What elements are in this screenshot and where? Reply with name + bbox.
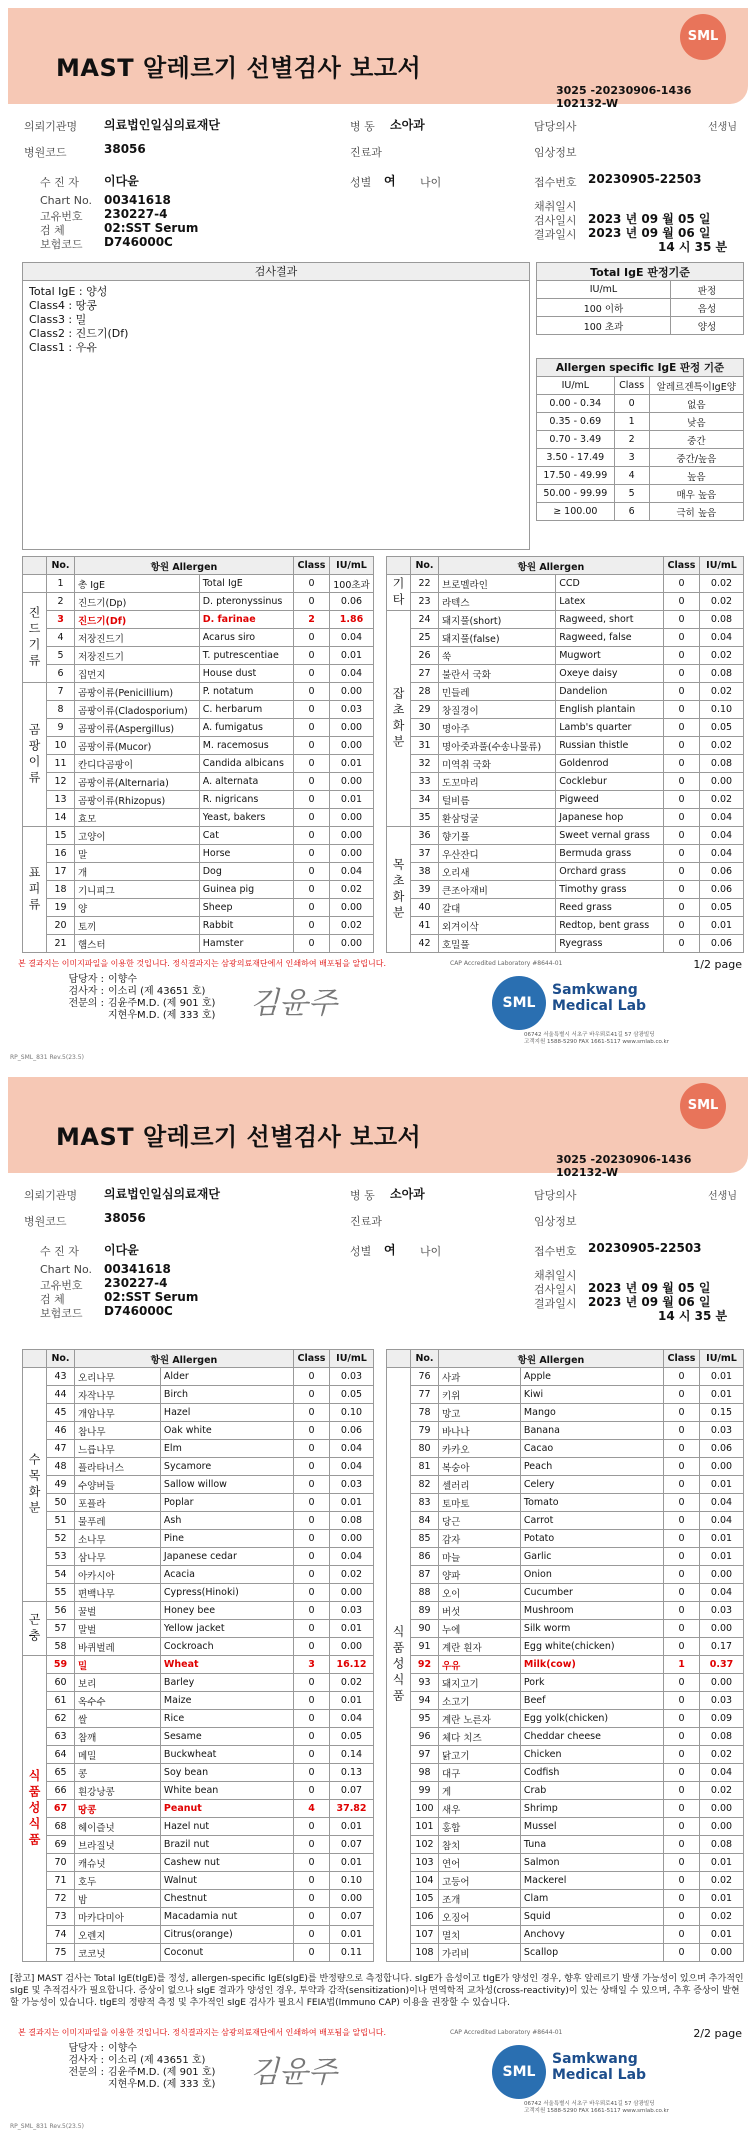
report-page-2: MAST 알레르기 선별검사 보고서 SML 3025 -20230906-1436 102132-W 의뢰기관명 의료법인일심의료재단 병 동 소아과 담당의사 선생님 병원코드 38056 진료과 임상정보 수 진 자 이다윤 성별 여 나이 접수번호 20230905-22503 Chart No. 00341618 고유번호 230227-4 검 체 02:SST Serum 보험코드 D746000C 채취일시 검사일시 결과일시 2023 년 09 월 05 일 2023 년 09 월 06 일 14 시 35 분 No. 항원 Allergen Class IU/mL 수목화분 43 오리나무 Alder 0 0.03 44 자작나무 Birch 0 0.05 45 개암나무 Hazel 0 0.10 46 참나무 Oak white 0 0.06 47 느릅나무 Elm 0 0.04 48 플라타너스 Sycamore 0 0.04 49 수양버들 Sallow willow 0 0.03 50 포플라 Poplar 0 0.01 51 물푸레 Ash 0 0.08 52 소나무 Pine 0 0.00 53 삼나무 Japanese cedar 0 0.04 54 아카시아 Acacia 0 0.02 55 편백나무 Cypress(Hinoki) 0 0.00 곤충 56 꿀벌 Honey bee 0 0.03 57 말벌 Yellow jacket 0 0.01 58 바퀴벌레 Cockroach 0 0.00 식품성식품 59 밀 Wheat 3 16.12 60 보리 Barley 0 0.02 61 옥수수 Maize 0 0.01 62 쌀 Rice 0 0.04 63 참깨 Sesame 0 0.05 64 메밀 Buckwheat 0 0.14 65 콩 Soy bean 0 0.13 66 흰강낭콩 White bean 0 0.07 67 땅콩 Peanut 4 37.82 68 헤이즐넛 Hazel nut 0 0.01 69 브라질넛 Brazil nut 0 0.07 70 캐슈넛 Cashew nut 0 0.01 71 호두 Walnut 0 0.10 72 밤 Chestnut 0 0.00 73 마카다미아 Macadamia nut 0 0.07 74 오렌지 Citrus(orange) 0 0.01 75 코코넛 Coconut 0 0.11 No. 항원 Allergen Class IU/mL 식품성식품 76 사과 Apple 0 0.01 77 키위 Kiwi 0 0.01 78 망고 Mango 0 0.15 79 바나나 Banana 0 0.03 80 카카오 Cacao 0 0.06 81 복숭아 Peach 0 0.00 82 셀러리 Celery 0 0.01 83 토마토 Tomato 0 0.04 84 당근 Carrot 0 0.04 85 감자 Potato 0 0.01 86 마늘 Garlic 0 0.01 87 양파 Onion 0 0.00 88 오이 Cucumber 0 0.04 89 버섯 Mushroom 0 0.03 90 누에 Silk worm 0 0.00 91 계란 흰자 Egg white(chicken) 0 0.17 92 우유 Milk(cow) 1 0.37 93 돼지고기 Pork 0 0.00 94 소고기 Beef 0 0.03 95 계란 노른자 Egg yolk(chicken) 0 0.09 96 체다 치즈 Cheddar cheese 0 0.08 97 닭고기 Chicken 0 0.02 98 대구 Codfish 0 0.04 99 게 Crab 0 0.02 100 새우 Shrimp 0 0.00 101 홍합 Mussel 0 0.00 102 참치 Tuna 0 0.08 103 연어 Salmon 0 0.01 104 고등어 Mackerel 0 0.02 105 조개 Clam 0 0.01 106 오징어 Squid 0 0.02 107 멸치 Anchovy 0 0.01 108 가리비 Scallop 0 0.00 [참고] MAST 검사는 Total IgE(tIgE)를 정성, allergen-specific IgE(sIgE)를 반정량으로 측정합니다. sIgE가 음성이고 tIgE가 양성인 경우, 향후 알레르기 발생 가능성이 있으며 추가적인 sIgE 및 추적검사가 필요합니다. 증상이 없으나 sIgE 결과가 양성인 경우, 투약과 감작(sensitization)이나 면역학적 교차성(cross-reactivity)이 있는 상태일 수 있으며, 추후 증상이 발현할 가능성이 있습니다. tIgE의 정량적 측정 및 추가적인 sIgE 검사가 필요시 FEIA법(Immuno CAP) 이용을 권장할 수 있습니다. 본 결과지는 이미지파일을 이용한 것입니다. 정식결과지는 삼광의료재단에서 인쇄하여 배포됨을 알립니다. CAP Accredited Laboratory #8644-01 2/2 page 담당자 : 검사자 : 전문의 : 이향수 이소리 (제 43651 호) 김윤주M.D. (제 901 호) 지현우M.D. (제 333 호) 김윤주 SML Samkwang Medical Lab 06742 서울특별시 서초구 바우뫼로41길 57 삼광빌딩 고객지원 1588-5290 FAX 1661-5117 www.smlab.co.kr RP_SML_831 Rev.5(23.5) [0, 1069, 756, 2138]
table-row: 6 집먼지 House dust 0 0.04 [23, 665, 374, 683]
table-row: 식품성식품 59 밀 Wheat 3 16.12 [23, 1656, 374, 1674]
table-row: 51 물푸레 Ash 0 0.08 [23, 1512, 374, 1530]
table-row: 89 버섯 Mushroom 0 0.03 [387, 1602, 744, 1620]
table-row: 86 마늘 Garlic 0 0.01 [387, 1548, 744, 1566]
table-row: 68 헤이즐넛 Hazel nut 0 0.01 [23, 1818, 374, 1836]
table-row: 105 조개 Clam 0 0.01 [387, 1890, 744, 1908]
table-row: 82 셀러리 Celery 0 0.01 [387, 1476, 744, 1494]
report-title: MAST 알레르기 선별검사 보고서 [56, 54, 422, 82]
allergen-table-left-p1: No. 항원 Allergen Class IU/mL 1 총 IgE Total IgE 0 100초과 진드기류 2 진드기(Dp) D. pteronyssinus 0 0.06 3 진드기(Df) D. farinae 2 1.86 4 저장진드기 Acarus siro 0 0.04 5 저장진드기 T. putrescentiae 0 0.01 6 집먼지 House dust 0 0.04 곰팡이류 7 곰팡이류(Penicillium) P. notatum 0 0.00 8 곰팡이류(Cladosporium) C. herbarum 0 0.03 9 곰팡이류(Aspergillus) A. fumigatus 0 0.00 10 곰팡이류(Mucor) M. racemosus 0 0.00 11 칸디다곰팡이 Candida albicans 0 0.01 12 곰팡이류(Alternaria) A. alternata 0 0.00 13 곰팡이류(Rhizopus) R. nigricans 0 0.01 14 효모 Yeast, bakers 0 0.00 표피류 15 고양이 Cat 0 0.00 16 말 Horse 0 0.00 17 개 Dog 0 0.04 18 기니피그 Guinea pig 0 0.02 19 양 Sheep 0 0.00 20 토끼 Rabbit 0 0.02 21 햄스터 Hamster 0 0.00 [22, 556, 374, 953]
table-row: 11 칸디다곰팡이 Candida albicans 0 0.01 [23, 755, 374, 773]
table-row: 9 곰팡이류(Aspergillus) A. fumigatus 0 0.00 [23, 719, 374, 737]
table-row: 48 플라타너스 Sycamore 0 0.04 [23, 1458, 374, 1476]
table-row: 표피류 15 고양이 Cat 0 0.00 [23, 827, 374, 845]
table-row: 곤충 56 꿀벌 Honey bee 0 0.03 [23, 1602, 374, 1620]
table-row: 21 햄스터 Hamster 0 0.00 [23, 935, 374, 953]
table-row: 20 토끼 Rabbit 0 0.02 [23, 917, 374, 935]
table-row: 98 대구 Codfish 0 0.04 [387, 1764, 744, 1782]
table-row: 14 효모 Yeast, bakers 0 0.00 [23, 809, 374, 827]
table-row: 57 말벌 Yellow jacket 0 0.01 [23, 1620, 374, 1638]
table-row: 83 토마토 Tomato 0 0.04 [387, 1494, 744, 1512]
table-row: 88 오이 Cucumber 0 0.04 [387, 1584, 744, 1602]
table-row: 12 곰팡이류(Alternaria) A. alternata 0 0.00 [23, 773, 374, 791]
table-row: 식품성식품 76 사과 Apple 0 0.01 [387, 1368, 744, 1386]
table-row: 19 양 Sheep 0 0.00 [23, 899, 374, 917]
table-row: 곰팡이류 7 곰팡이류(Penicillium) P. notatum 0 0.00 [23, 683, 374, 701]
table-row: 101 홍합 Mussel 0 0.00 [387, 1818, 744, 1836]
table-row: 44 자작나무 Birch 0 0.05 [23, 1386, 374, 1404]
table-row: 40 갈대 Reed grass 0 0.05 [387, 899, 744, 917]
table-row: 수목화분 43 오리나무 Alder 0 0.03 [23, 1368, 374, 1386]
table-row: 53 삼나무 Japanese cedar 0 0.04 [23, 1548, 374, 1566]
table-row: 42 호밀풀 Ryegrass 0 0.06 [387, 935, 744, 953]
table-row: 32 미역취 국화 Goldenrod 0 0.08 [387, 755, 744, 773]
table-row: 27 불란서 국화 Oxeye daisy 0 0.08 [387, 665, 744, 683]
table-row: 58 바퀴벌레 Cockroach 0 0.00 [23, 1638, 374, 1656]
table-row: 96 체다 치즈 Cheddar cheese 0 0.08 [387, 1728, 744, 1746]
table-row: 50 포플라 Poplar 0 0.01 [23, 1494, 374, 1512]
table-row: 35 환삼덩굴 Japanese hop 0 0.04 [387, 809, 744, 827]
patient-info-p2: 의뢰기관명 의료법인일심의료재단 병 동 소아과 담당의사 선생님 병원코드 38056 진료과 임상정보 수 진 자 이다윤 성별 여 나이 접수번호 20230905-22503 Chart No. 00341618 고유번호 230227-4 검 체 02:SST Serum 보험코드 D746000C 채취일시 검사일시 결과일시 2023 년 09 월 05 일 2023 년 09 월 06 일 14 시 35 분 [24, 1187, 737, 1323]
table-row: 잡초화분 24 돼지풀(short) Ragweed, short 0 0.08 [387, 611, 744, 629]
result-line: Class2 : 진드기(Df) [29, 327, 129, 340]
table-row: 17 개 Dog 0 0.04 [23, 863, 374, 881]
table-row: 71 호두 Walnut 0 0.10 [23, 1872, 374, 1890]
result-line: Total IgE : 양성 [29, 285, 108, 298]
table-row: 64 메밀 Buckwheat 0 0.14 [23, 1746, 374, 1764]
table-row: 28 민들레 Dandelion 0 0.02 [387, 683, 744, 701]
table-row: 91 계란 흰자 Egg white(chicken) 0 0.17 [387, 1638, 744, 1656]
allergen-table-right-p1: No. 항원 Allergen Class IU/mL 기타 22 브로멜라인 CCD 0 0.02 23 라텍스 Latex 0 0.02 잡초화분 24 돼지풀(short) Ragweed, short 0 0.08 25 돼지풀(false) Ragweed, false 0 0.04 26 쑥 Mugwort 0 0.02 27 불란서 국화 Oxeye daisy 0 0.08 28 민들레 Dandelion 0 0.02 29 창질경이 English plantain 0 0.10 30 명아주 Lamb's quarter 0 0.05 31 명아줏과풀(수송나물류) Russian thistle 0 0.02 32 미역취 국화 Goldenrod 0 0.08 33 도꼬마리 Cocklebur 0 0.00 34 털비름 Pigweed 0 0.02 35 환삼덩굴 Japanese hop 0 0.04 목초화분 36 향기풀 Sweet vernal grass 0 0.04 37 우산잔디 Bermuda grass 0 0.04 38 오리새 Orchard grass 0 0.06 39 큰조아재비 Timothy grass 0 0.06 40 갈대 Reed grass 0 0.05 41 외겨이삭 Redtop, bent grass 0 0.01 42 호밀풀 Ryegrass 0 0.06 [386, 556, 744, 953]
table-row: 65 콩 Soy bean 0 0.13 [23, 1764, 374, 1782]
table-row: 97 닭고기 Chicken 0 0.02 [387, 1746, 744, 1764]
table-row: 31 명아줏과풀(수송나물류) Russian thistle 0 0.02 [387, 737, 744, 755]
table-row: 107 멸치 Anchovy 0 0.01 [387, 1926, 744, 1944]
table-row: 81 복숭아 Peach 0 0.00 [387, 1458, 744, 1476]
report-page-1: MAST 알레르기 선별검사 보고서 SML 3025 -20230906-1436 102132-W 의뢰기관명 의료법인일심의료재단 병 동 소아과 담당의사 선생님 병원코드 38056 진료과 임상정보 수 진 자 이다윤 성별 여 나이 접수번호 20230905-22503 Chart No. 00341618 고유번호 230227-4 검 체 02:SST Serum 보험코드 D746000C 채취일시 검사일시 결과일시 2023 년 09 월 05 일 2023 년 09 월 06 일 14 시 35 분 검사결과 Total IgE : 양성 Class4 : 땅콩 Class3 : 밀 Class2 : 진드기(Df) Class1 : 우유 Total IgE 판정기준 IU/mL 판정 100 이하 음성 100 초과 양성 Allergen specific IgE 판정 기준 IU/mL Class 알레르겐특이IgE양 0.00 - 0.34 0 없음 0.35 - 0.69 1 낮음 0.70 - 3.49 2 중간 3.50 - 17.49 3 중간/높음 17.50 - 49.99 4 높음 50.00 - 99.99 5 매우 높음 ≥ 100.00 6 극히 높음 No. 항원 Allergen Class IU/mL 1 총 IgE Total IgE 0 100초과 진드기류 2 진드기(Dp) D. pteronyssinus 0 0.06 3 진드기(Df) D. farinae 2 1.86 4 저장진드기 Acarus siro 0 0.04 5 저장진드기 T. putrescentiae 0 0.01 6 집먼지 House dust 0 0.04 곰팡이류 7 곰팡이류(Penicillium) P. notatum 0 0.00 8 곰팡이류(Cladosporium) C. herbarum 0 0.03 9 곰팡이류(Aspergillus) A. fumigatus 0 0.00 10 곰팡이류(Mucor) M. racemosus 0 0.00 11 칸디다곰팡이 Candida albicans 0 0.01 12 곰팡이류(Alternaria) A. alternata 0 0.00 13 곰팡이류(Rhizopus) R. nigricans 0 0.01 14 효모 Yeast, bakers 0 0.00 표피류 15 고양이 Cat 0 0.00 16 말 Horse 0 0.00 17 개 Dog 0 0.04 18 기니피그 Guinea pig 0 0.02 19 양 Sheep 0 0.00 20 토끼 Rabbit 0 0.02 21 햄스터 Hamster 0 0.00 No. 항원 Allergen Class IU/mL 기타 22 브로멜라인 CCD 0 0.02 23 라텍스 Latex 0 0.02 잡초화분 24 돼지풀(short) Ragweed, short 0 0.08 25 돼지풀(false) Ragweed, false 0 0.04 26 쑥 Mugwort 0 0.02 27 불란서 국화 Oxeye daisy 0 0.08 28 민들레 Dandelion 0 0.02 29 창질경이 English plantain 0 0.10 30 명아주 Lamb's quarter 0 0.05 31 명아줏과풀(수송나물류) Russian thistle 0 0.02 32 미역취 국화 Goldenrod 0 0.08 33 도꼬마리 Cocklebur 0 0.00 34 털비름 Pigweed 0 0.02 35 환삼덩굴 Japanese hop 0 0.04 목초화분 36 향기풀 Sweet vernal grass 0 0.04 37 우산잔디 Bermuda grass 0 0.04 38 오리새 Orchard grass 0 0.06 39 큰조아재비 Timothy grass 0 0.06 40 갈대 Reed grass 0 0.05 41 외겨이삭 Redtop, bent grass 0 0.01 42 호밀풀 Ryegrass 0 0.06 본 결과지는 이미지파일을 이용한 것입니다. 정식결과지는 삼광의료재단에서 인쇄하여 배포됨을 알립니다. CAP Accredited Laboratory #8644-01 1/2 page 담당자 : 검사자 : 전문의 : 이향수 이소리 (제 43651 호) 김윤주M.D. (제 901 호) 지현우M.D. (제 333 호) 김윤주 SML Samkwang Medical Lab 06742 서울특별시 서초구 바우뫼로41길 57 삼광빌딩 고객지원 1588-5290 FAX 1661-5117 www.smlab.co.kr RP_SML_831 Rev.5(23.5) [0, 0, 756, 1069]
table-row: 1 총 IgE Total IgE 0 100초과 [23, 575, 374, 593]
result-box: 검사결과 Total IgE : 양성 Class4 : 땅콩 Class3 : 밀 Class2 : 진드기(Df) Class1 : 우유 [22, 262, 530, 550]
table-row: 95 계란 노른자 Egg yolk(chicken) 0 0.09 [387, 1710, 744, 1728]
table-row: 47 느릅나무 Elm 0 0.04 [23, 1440, 374, 1458]
sml-logo-icon: SML [680, 1083, 726, 1129]
table-row: 103 연어 Salmon 0 0.01 [387, 1854, 744, 1872]
table-row: 33 도꼬마리 Cocklebur 0 0.00 [387, 773, 744, 791]
table-row: 61 옥수수 Maize 0 0.01 [23, 1692, 374, 1710]
table-row: 26 쑥 Mugwort 0 0.02 [387, 647, 744, 665]
table-row: 13 곰팡이류(Rhizopus) R. nigricans 0 0.01 [23, 791, 374, 809]
table-row: 63 참깨 Sesame 0 0.05 [23, 1728, 374, 1746]
table-row: 45 개암나무 Hazel 0 0.10 [23, 1404, 374, 1422]
table-row: 67 땅콩 Peanut 4 37.82 [23, 1800, 374, 1818]
table-row: 108 가리비 Scallop 0 0.00 [387, 1944, 744, 1962]
table-row: 93 돼지고기 Pork 0 0.00 [387, 1674, 744, 1692]
table-row: 94 소고기 Beef 0 0.03 [387, 1692, 744, 1710]
sml-seal-icon: SML [492, 976, 546, 1030]
table-row: 25 돼지풀(false) Ragweed, false 0 0.04 [387, 629, 744, 647]
table-row: 78 망고 Mango 0 0.15 [387, 1404, 744, 1422]
allergen-table-right-p2: No. 항원 Allergen Class IU/mL 식품성식품 76 사과 Apple 0 0.01 77 키위 Kiwi 0 0.01 78 망고 Mango 0 0.15 79 바나나 Banana 0 0.03 80 카카오 Cacao 0 0.06 81 복숭아 Peach 0 0.00 82 셀러리 Celery 0 0.01 83 토마토 Tomato 0 0.04 84 당근 Carrot 0 0.04 85 감자 Potato 0 0.01 86 마늘 Garlic 0 0.01 87 양파 Onion 0 0.00 88 오이 Cucumber 0 0.04 89 버섯 Mushroom 0 0.03 90 누에 Silk worm 0 0.00 91 계란 흰자 Egg white(chicken) 0 0.17 92 우유 Milk(cow) 1 0.37 93 돼지고기 Pork 0 0.00 94 소고기 Beef 0 0.03 95 계란 노른자 Egg yolk(chicken) 0 0.09 96 체다 치즈 Cheddar cheese 0 0.08 97 닭고기 Chicken 0 0.02 98 대구 Codfish 0 0.04 99 게 Crab 0 0.02 100 새우 Shrimp 0 0.00 101 홍합 Mussel 0 0.00 102 참치 Tuna 0 0.08 103 연어 Salmon 0 0.01 104 고등어 Mackerel 0 0.02 105 조개 Clam 0 0.01 106 오징어 Squid 0 0.02 107 멸치 Anchovy 0 0.01 108 가리비 Scallop 0 0.00 [386, 1349, 744, 1962]
table-row: 79 바나나 Banana 0 0.03 [387, 1422, 744, 1440]
report-number: 3025 -20230906-1436 102132-W [556, 84, 692, 110]
table-row: 49 수양버들 Sallow willow 0 0.03 [23, 1476, 374, 1494]
report-header [8, 8, 748, 110]
table-row: 30 명아주 Lamb's quarter 0 0.05 [387, 719, 744, 737]
table-row: 52 소나무 Pine 0 0.00 [23, 1530, 374, 1548]
total-ige-criteria: Total IgE 판정기준 IU/mL 판정 100 이하 음성 100 초과 양성 [536, 262, 744, 335]
table-row: 39 큰조아재비 Timothy grass 0 0.06 [387, 881, 744, 899]
specific-ige-criteria: Allergen specific IgE 판정 기준 IU/mL Class 알레르겐특이IgE양 0.00 - 0.34 0 없음 0.35 - 0.69 1 낮음 0.70 - 3.49 2 중간 3.50 - 17.49 3 중간/높음 17.50 - 49.99 4 높음 50.00 - 99.99 5 매우 높음 ≥ 100.00 6 극히 높음 [536, 358, 744, 521]
table-row: 85 감자 Potato 0 0.01 [387, 1530, 744, 1548]
table-row: 92 우유 Milk(cow) 1 0.37 [387, 1656, 744, 1674]
table-row: 60 보리 Barley 0 0.02 [23, 1674, 374, 1692]
sml-logo-icon: SML [680, 14, 726, 60]
signature-icon: 김윤주 [250, 2055, 337, 2090]
table-row: 69 브라질넛 Brazil nut 0 0.07 [23, 1836, 374, 1854]
sml-seal-icon: SML [492, 2045, 546, 2099]
org-name: 의료법인일심의료재단 [104, 118, 220, 132]
table-row: 72 밤 Chestnut 0 0.00 [23, 1890, 374, 1908]
table-row: 8 곰팡이류(Cladosporium) C. herbarum 0 0.03 [23, 701, 374, 719]
table-row: 54 아카시아 Acacia 0 0.02 [23, 1566, 374, 1584]
table-row: 목초화분 36 향기풀 Sweet vernal grass 0 0.04 [387, 827, 744, 845]
table-row: 기타 22 브로멜라인 CCD 0 0.02 [387, 575, 744, 593]
result-line: Class1 : 우유 [29, 341, 97, 354]
table-row: 62 쌀 Rice 0 0.04 [23, 1710, 374, 1728]
table-row: 74 오렌지 Citrus(orange) 0 0.01 [23, 1926, 374, 1944]
table-row: 37 우산잔디 Bermuda grass 0 0.04 [387, 845, 744, 863]
table-row: 3 진드기(Df) D. farinae 2 1.86 [23, 611, 374, 629]
table-row: 10 곰팡이류(Mucor) M. racemosus 0 0.00 [23, 737, 374, 755]
table-row: 55 편백나무 Cypress(Hinoki) 0 0.00 [23, 1584, 374, 1602]
table-row: 29 창질경이 English plantain 0 0.10 [387, 701, 744, 719]
signature-icon: 김윤주 [250, 986, 337, 1021]
table-row: 75 코코넛 Coconut 0 0.11 [23, 1944, 374, 1962]
table-row: 70 캐슈넛 Cashew nut 0 0.01 [23, 1854, 374, 1872]
table-row: 99 게 Crab 0 0.02 [387, 1782, 744, 1800]
patient-name: 이다윤 [104, 174, 139, 188]
table-row: 102 참치 Tuna 0 0.08 [387, 1836, 744, 1854]
table-row: 77 키위 Kiwi 0 0.01 [387, 1386, 744, 1404]
report-header-p2: MAST 알레르기 선별검사 보고서 SML 3025 -20230906-1436 102132-W [8, 1077, 748, 1173]
table-row: 90 누에 Silk worm 0 0.00 [387, 1620, 744, 1638]
table-row: 84 당근 Carrot 0 0.04 [387, 1512, 744, 1530]
table-row: 41 외겨이삭 Redtop, bent grass 0 0.01 [387, 917, 744, 935]
table-row: 87 양파 Onion 0 0.00 [387, 1566, 744, 1584]
table-row: 66 흰강낭콩 White bean 0 0.07 [23, 1782, 374, 1800]
table-row: 4 저장진드기 Acarus siro 0 0.04 [23, 629, 374, 647]
result-line: Class4 : 땅콩 [29, 299, 97, 312]
table-row: 34 털비름 Pigweed 0 0.02 [387, 791, 744, 809]
table-row: 23 라텍스 Latex 0 0.02 [387, 593, 744, 611]
table-row: 5 저장진드기 T. putrescentiae 0 0.01 [23, 647, 374, 665]
allergen-table-left-p2: No. 항원 Allergen Class IU/mL 수목화분 43 오리나무 Alder 0 0.03 44 자작나무 Birch 0 0.05 45 개암나무 Hazel 0 0.10 46 참나무 Oak white 0 0.06 47 느릅나무 Elm 0 0.04 48 플라타너스 Sycamore 0 0.04 49 수양버들 Sallow willow 0 0.03 50 포플라 Poplar 0 0.01 51 물푸레 Ash 0 0.08 52 소나무 Pine 0 0.00 53 삼나무 Japanese cedar 0 0.04 54 아카시아 Acacia 0 0.02 55 편백나무 Cypress(Hinoki) 0 0.00 곤충 56 꿀벌 Honey bee 0 0.03 57 말벌 Yellow jacket 0 0.01 58 바퀴벌레 Cockroach 0 0.00 식품성식품 59 밀 Wheat 3 16.12 60 보리 Barley 0 0.02 61 옥수수 Maize 0 0.01 62 쌀 Rice 0 0.04 63 참깨 Sesame 0 0.05 64 메밀 Buckwheat 0 0.14 65 콩 Soy bean 0 0.13 66 흰강낭콩 White bean 0 0.07 67 땅콩 Peanut 4 37.82 68 헤이즐넛 Hazel nut 0 0.01 69 브라질넛 Brazil nut 0 0.07 70 캐슈넛 Cashew nut 0 0.01 71 호두 Walnut 0 0.10 72 밤 Chestnut 0 0.00 73 마카다미아 Macadamia nut 0 0.07 74 오렌지 Citrus(orange) 0 0.01 75 코코넛 Coconut 0 0.11 [22, 1349, 374, 1962]
table-row: 106 오징어 Squid 0 0.02 [387, 1908, 744, 1926]
result-line: Class3 : 밀 [29, 313, 87, 326]
table-row: 진드기류 2 진드기(Dp) D. pteronyssinus 0 0.06 [23, 593, 374, 611]
table-row: 73 마카다미아 Macadamia nut 0 0.07 [23, 1908, 374, 1926]
patient-info: 의뢰기관명 의료법인일심의료재단 병 동 소아과 담당의사 선생님 병원코드 38056 진료과 임상정보 수 진 자 이다윤 성별 여 나이 접수번호 20230905-22503 Chart No. 00341618 고유번호 230227-4 검 체 02:SST Serum 보험코드 D746000C 채취일시 검사일시 결과일시 2023 년 09 월 05 일 2023 년 09 월 06 일 14 시 35 분 [24, 118, 737, 254]
table-row: 104 고등어 Mackerel 0 0.02 [387, 1872, 744, 1890]
table-row: 46 참나무 Oak white 0 0.06 [23, 1422, 374, 1440]
reference-note: [참고] MAST 검사는 Total IgE(tIgE)를 정성, allergen-specific IgE(sIgE)를 반정량으로 측정합니다. sIgE가 음성이고 tIgE가 양성인 경우, 향후 알레르기 발생 가능성이 있으며 추가적인 sIgE 및 추적검사가 필요합니다. 증상이 없으나 sIgE 결과가 양성인 경우, 투약과 감작(sensitization)이나 면역학적 교차성(cross-reactivity)이 있는 상태일 수 있으며, 추후 증상이 발현할 가능성이 있습니다. tIgE의 정량적 측정 및 추가적인 sIgE 검사가 필요시 FEIA법(Immuno CAP) 이용을 권장할 수 있습니다. [10, 1974, 744, 2008]
table-row: 38 오리새 Orchard grass 0 0.06 [387, 863, 744, 881]
table-row: 16 말 Horse 0 0.00 [23, 845, 374, 863]
table-row: 100 새우 Shrimp 0 0.00 [387, 1800, 744, 1818]
table-row: 80 카카오 Cacao 0 0.06 [387, 1440, 744, 1458]
table-row: 18 기니피그 Guinea pig 0 0.02 [23, 881, 374, 899]
